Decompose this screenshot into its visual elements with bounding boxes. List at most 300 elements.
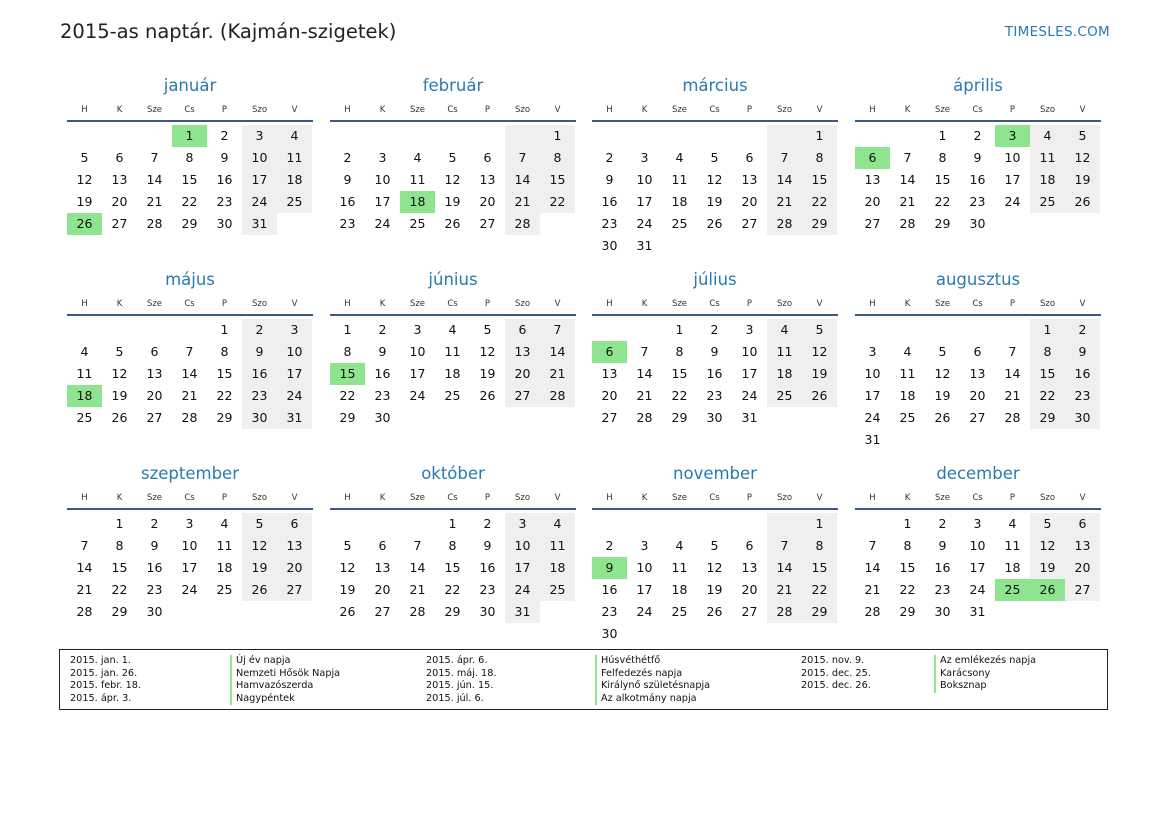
weekday-label: Cs (184, 299, 195, 309)
week-row (592, 213, 838, 235)
day-cell: 9 (710, 344, 719, 359)
day-cell: 28 (864, 604, 881, 619)
day-cell: 13 (601, 366, 618, 381)
day-cell: 12 (706, 560, 723, 575)
day-cell: 21 (899, 194, 916, 209)
day-cell: 21 (1004, 388, 1021, 403)
week-row (592, 169, 838, 191)
weekday-header (330, 294, 576, 316)
weekday-label: Cs (972, 105, 983, 115)
empty-day-cell (540, 407, 575, 429)
week-row (330, 213, 576, 235)
week-row (67, 363, 313, 385)
day-cell: 23 (601, 216, 618, 231)
day-cell: 18 (899, 388, 916, 403)
weekday-label: Szo (776, 493, 793, 503)
day-cell: 29 (1030, 407, 1065, 429)
empty-day-cell (627, 513, 662, 535)
day-cell: 15 (111, 560, 128, 575)
day-cell: 24 (181, 582, 198, 597)
holiday-name: Nagypéntek (230, 693, 340, 706)
day-cell: 26 (242, 579, 277, 601)
day-cell: 2 (938, 516, 947, 531)
week-row (855, 557, 1101, 579)
week-row (330, 601, 576, 623)
week-row (592, 235, 838, 257)
day-cell: 9 (483, 538, 492, 553)
day-cell: 12 (1030, 535, 1065, 557)
day-cell: 1 (903, 516, 912, 531)
holiday-date: 2015. febr. 18. (70, 680, 141, 692)
empty-day-cell (365, 125, 400, 147)
day-cell: 22 (339, 388, 356, 403)
day-cell: 2 (242, 319, 277, 341)
day-cell: 28 (76, 604, 93, 619)
empty-day-cell (802, 623, 837, 645)
empty-day-cell (855, 125, 890, 147)
empty-day-cell (627, 623, 662, 645)
day-cell: 9 (343, 172, 352, 187)
weekday-label: Sze (146, 105, 163, 115)
empty-day-cell (330, 513, 365, 535)
month-július (592, 266, 838, 429)
day-cell: 13 (277, 535, 312, 557)
empty-day-cell (732, 623, 767, 645)
month-augusztus (855, 266, 1101, 451)
week-row (67, 213, 313, 235)
week-row (330, 147, 576, 169)
empty-day-cell (1065, 601, 1100, 623)
holiday-name: Királynő születésnapja (595, 680, 710, 693)
day-cell: 11 (444, 344, 461, 359)
day-cell: 4 (903, 344, 912, 359)
weekday-header (592, 294, 838, 316)
day-cell: 15 (444, 560, 461, 575)
weekday-label: Szo (776, 299, 793, 309)
day-cell: 10 (374, 172, 391, 187)
day-cell: 26 (934, 410, 951, 425)
day-cell: 6 (973, 344, 982, 359)
week-row (330, 125, 576, 147)
month-május (67, 266, 313, 429)
day-cell: 3 (868, 344, 877, 359)
day-cell: 13 (479, 172, 496, 187)
day-cell: 19 (706, 194, 723, 209)
month-name: március (682, 76, 748, 95)
empty-day-cell (890, 125, 925, 147)
week-row (67, 513, 313, 535)
day-cell: 18 (671, 582, 688, 597)
day-cell: 12 (242, 535, 277, 557)
day-cell: 31 (277, 407, 312, 429)
day-cell: 30 (1065, 407, 1100, 429)
day-cell: 27 (111, 216, 128, 231)
day-cell: 14 (505, 169, 540, 191)
weekday-label: Sze (409, 493, 426, 503)
day-cell: 17 (864, 388, 881, 403)
day-cell: 15 (181, 172, 198, 187)
day-cell: 17 (505, 557, 540, 579)
empty-day-cell (1030, 601, 1065, 623)
weekday-label: K (904, 493, 911, 503)
empty-day-cell (627, 319, 662, 341)
day-cell: 20 (1065, 557, 1100, 579)
week-row (855, 319, 1101, 341)
month-name: április (953, 76, 1003, 95)
empty-day-cell (802, 235, 837, 257)
day-cell: 24 (277, 385, 312, 407)
holiday-name: Felfedezés napja (595, 668, 710, 681)
day-cell: 20 (741, 194, 758, 209)
day-cell: 4 (675, 538, 684, 553)
week-row (330, 363, 576, 385)
day-cell: 5 (115, 344, 124, 359)
day-cell: 17 (636, 582, 653, 597)
empty-day-cell (767, 513, 802, 535)
day-cell: 15 (802, 557, 837, 579)
empty-day-cell (137, 125, 172, 147)
day-cell: 16 (706, 366, 723, 381)
weekday-label: P (221, 493, 228, 503)
day-cell: 8 (802, 535, 837, 557)
day-cell: 28 (767, 213, 802, 235)
week-row (67, 125, 313, 147)
day-cell: 21 (767, 579, 802, 601)
day-cell: 31 (242, 213, 277, 235)
week-row (592, 513, 838, 535)
weekday-header (67, 100, 313, 122)
day-cell: 17 (741, 366, 758, 381)
weekday-label: H (606, 493, 613, 503)
month-name: január (163, 76, 217, 95)
empty-day-cell (960, 429, 995, 451)
day-cell: 13 (505, 341, 540, 363)
week-row (67, 147, 313, 169)
week-row (592, 557, 838, 579)
day-cell: 21 (767, 191, 802, 213)
day-cell: 4 (220, 516, 229, 531)
month-június (330, 266, 576, 429)
week-row (855, 407, 1101, 429)
empty-day-cell (697, 235, 732, 257)
weekday-label: Cs (184, 105, 195, 115)
day-cell: 8 (185, 150, 194, 165)
day-cell: 28 (505, 213, 540, 235)
day-cell: 4 (1008, 516, 1017, 531)
day-cell: 22 (540, 191, 575, 213)
day-cell: 27 (479, 216, 496, 231)
empty-day-cell (767, 235, 802, 257)
day-cell: 19 (111, 388, 128, 403)
empty-day-cell (995, 213, 1030, 235)
week-row (67, 319, 313, 341)
day-cell: 6 (505, 319, 540, 341)
day-cell: 14 (767, 557, 802, 579)
empty-day-cell (890, 319, 925, 341)
day-cell: 10 (505, 535, 540, 557)
day-cell: 14 (767, 169, 802, 191)
day-cell: 7 (540, 319, 575, 341)
weekday-label: Szo (251, 105, 268, 115)
day-cell: 29 (802, 601, 837, 623)
weekday-label: V (554, 299, 561, 309)
day-cell: 29 (899, 604, 916, 619)
empty-day-cell (995, 429, 1030, 451)
weekday-label: K (116, 105, 123, 115)
week-row (592, 319, 838, 341)
empty-day-cell (400, 513, 435, 535)
weekday-label: H (606, 299, 613, 309)
week-row (855, 213, 1101, 235)
day-cell: 3 (640, 538, 649, 553)
day-cell: 26 (339, 604, 356, 619)
day-cell: 27 (146, 410, 163, 425)
holiday-day-cell: 9 (592, 557, 627, 579)
day-cell: 9 (973, 150, 982, 165)
day-cell: 12 (339, 560, 356, 575)
day-cell: 31 (636, 238, 653, 253)
weekday-label: H (344, 493, 351, 503)
day-cell: 8 (343, 344, 352, 359)
empty-day-cell (67, 513, 102, 535)
week-row (855, 579, 1101, 601)
weekday-header (855, 488, 1101, 510)
empty-day-cell (697, 623, 732, 645)
day-cell: 6 (745, 538, 754, 553)
holiday-name-column (230, 655, 340, 705)
day-cell: 28 (899, 216, 916, 231)
day-cell: 20 (864, 194, 881, 209)
day-cell: 16 (969, 172, 986, 187)
day-cell: 1 (675, 322, 684, 337)
day-cell: 23 (934, 582, 951, 597)
holiday-name-column (595, 655, 710, 705)
week-row (855, 513, 1101, 535)
weekday-label: V (291, 493, 298, 503)
day-cell: 10 (636, 172, 653, 187)
weekday-label: K (379, 299, 386, 309)
day-cell: 2 (973, 128, 982, 143)
day-cell: 30 (479, 604, 496, 619)
empty-day-cell (925, 429, 960, 451)
weekday-label: Cs (447, 493, 458, 503)
day-cell: 19 (934, 388, 951, 403)
weekday-label: Sze (146, 299, 163, 309)
empty-day-cell (960, 319, 995, 341)
day-cell: 22 (899, 582, 916, 597)
day-cell: 7 (767, 147, 802, 169)
holiday-name: Új év napja (230, 655, 340, 668)
holiday-day-cell: 6 (592, 341, 627, 363)
day-cell: 3 (242, 125, 277, 147)
day-cell: 15 (1030, 363, 1065, 385)
holiday-name: Nemzeti Hősök Napja (230, 668, 340, 681)
month-name: május (165, 270, 215, 289)
day-cell: 16 (216, 172, 233, 187)
day-cell: 1 (802, 125, 837, 147)
week-row (592, 125, 838, 147)
empty-day-cell (855, 513, 890, 535)
day-cell: 6 (150, 344, 159, 359)
empty-day-cell (242, 601, 277, 623)
weekday-label: V (816, 105, 823, 115)
weekday-label: Szo (1039, 299, 1056, 309)
holiday-name: Húsvéthétfő (595, 655, 710, 668)
day-cell: 16 (479, 560, 496, 575)
weekday-header (330, 100, 576, 122)
day-cell: 21 (864, 582, 881, 597)
empty-day-cell (277, 213, 312, 235)
week-row (855, 429, 1101, 451)
day-cell: 12 (444, 172, 461, 187)
weekday-label: V (1079, 299, 1086, 309)
day-cell: 24 (864, 410, 881, 425)
day-cell: 13 (969, 366, 986, 381)
weekday-label: Sze (409, 105, 426, 115)
day-cell: 7 (505, 147, 540, 169)
week-row (330, 385, 576, 407)
day-cell: 5 (483, 322, 492, 337)
day-cell: 30 (216, 216, 233, 231)
weekday-label: V (291, 105, 298, 115)
week-row (855, 169, 1101, 191)
weekday-label: H (81, 299, 88, 309)
day-cell: 18 (1030, 169, 1065, 191)
empty-day-cell (505, 125, 540, 147)
day-cell: 15 (671, 366, 688, 381)
day-cell: 3 (745, 322, 754, 337)
day-cell: 23 (706, 388, 723, 403)
day-cell: 14 (409, 560, 426, 575)
day-cell: 5 (710, 538, 719, 553)
weekday-header (855, 294, 1101, 316)
day-cell: 21 (636, 388, 653, 403)
week-row (855, 385, 1101, 407)
holiday-day-cell: 1 (172, 125, 207, 147)
day-cell: 11 (409, 172, 426, 187)
empty-day-cell (767, 407, 802, 429)
day-cell: 7 (1008, 344, 1017, 359)
day-cell: 5 (242, 513, 277, 535)
weekday-label: K (116, 493, 123, 503)
day-cell: 8 (540, 147, 575, 169)
day-cell: 9 (150, 538, 159, 553)
day-cell: 26 (1065, 191, 1100, 213)
day-cell: 8 (938, 150, 947, 165)
day-cell: 5 (343, 538, 352, 553)
day-cell: 6 (115, 150, 124, 165)
holiday-name: Az emlékezés napja (934, 655, 1036, 668)
day-cell: 24 (242, 191, 277, 213)
week-row (67, 191, 313, 213)
day-cell: 22 (671, 388, 688, 403)
month-name: szeptember (141, 464, 239, 483)
weekday-label: V (816, 299, 823, 309)
day-cell: 24 (505, 579, 540, 601)
day-cell: 15 (540, 169, 575, 191)
day-cell: 25 (671, 216, 688, 231)
holiday-day-cell: 18 (400, 191, 435, 213)
day-cell: 22 (181, 194, 198, 209)
day-cell: 19 (1030, 557, 1065, 579)
week-row (330, 319, 576, 341)
day-cell: 18 (216, 560, 233, 575)
holiday-day-cell: 26 (1030, 579, 1065, 601)
day-cell: 26 (479, 388, 496, 403)
weekday-label: V (816, 493, 823, 503)
day-cell: 17 (1004, 172, 1021, 187)
day-cell: 26 (706, 604, 723, 619)
day-cell: 17 (181, 560, 198, 575)
day-cell: 20 (374, 582, 391, 597)
week-row (592, 579, 838, 601)
day-cell: 17 (409, 366, 426, 381)
week-row (330, 407, 576, 429)
day-cell: 7 (185, 344, 194, 359)
day-cell: 19 (76, 194, 93, 209)
month-január (67, 72, 313, 235)
empty-day-cell (592, 513, 627, 535)
empty-day-cell (1030, 429, 1065, 451)
day-cell: 30 (146, 604, 163, 619)
day-cell: 4 (448, 322, 457, 337)
weekday-label: P (484, 105, 491, 115)
week-row (330, 191, 576, 213)
day-cell: 30 (374, 410, 391, 425)
month-name: december (936, 464, 1020, 483)
day-cell: 5 (80, 150, 89, 165)
day-cell: 29 (111, 604, 128, 619)
weekday-label: Cs (447, 105, 458, 115)
day-cell: 19 (242, 557, 277, 579)
day-cell: 31 (741, 410, 758, 425)
day-cell: 29 (181, 216, 198, 231)
day-cell: 10 (277, 341, 312, 363)
day-cell: 25 (1030, 191, 1065, 213)
day-cell: 5 (710, 150, 719, 165)
empty-day-cell (102, 125, 137, 147)
weekday-label: H (606, 105, 613, 115)
day-cell: 8 (802, 147, 837, 169)
week-row (855, 147, 1101, 169)
day-cell: 12 (802, 341, 837, 363)
week-row (67, 169, 313, 191)
day-cell: 16 (934, 560, 951, 575)
day-cell: 3 (378, 150, 387, 165)
day-cell: 12 (76, 172, 93, 187)
day-cell: 29 (802, 213, 837, 235)
day-cell: 24 (636, 604, 653, 619)
day-cell: 11 (277, 147, 312, 169)
holiday-name: Karácsony (934, 668, 1036, 681)
empty-day-cell (1065, 429, 1100, 451)
day-cell: 19 (444, 194, 461, 209)
empty-day-cell (435, 407, 470, 429)
day-cell: 21 (146, 194, 163, 209)
day-cell: 29 (444, 604, 461, 619)
day-cell: 7 (868, 538, 877, 553)
week-row (592, 191, 838, 213)
day-cell: 14 (76, 560, 93, 575)
holiday-day-cell: 6 (855, 147, 890, 169)
weekday-label: P (746, 493, 753, 503)
day-cell: 22 (802, 191, 837, 213)
day-cell: 31 (969, 604, 986, 619)
weekday-label: Szo (776, 105, 793, 115)
site-link[interactable]: TIMESLES.COM (1004, 24, 1110, 40)
day-cell: 13 (374, 560, 391, 575)
week-row (67, 341, 313, 363)
